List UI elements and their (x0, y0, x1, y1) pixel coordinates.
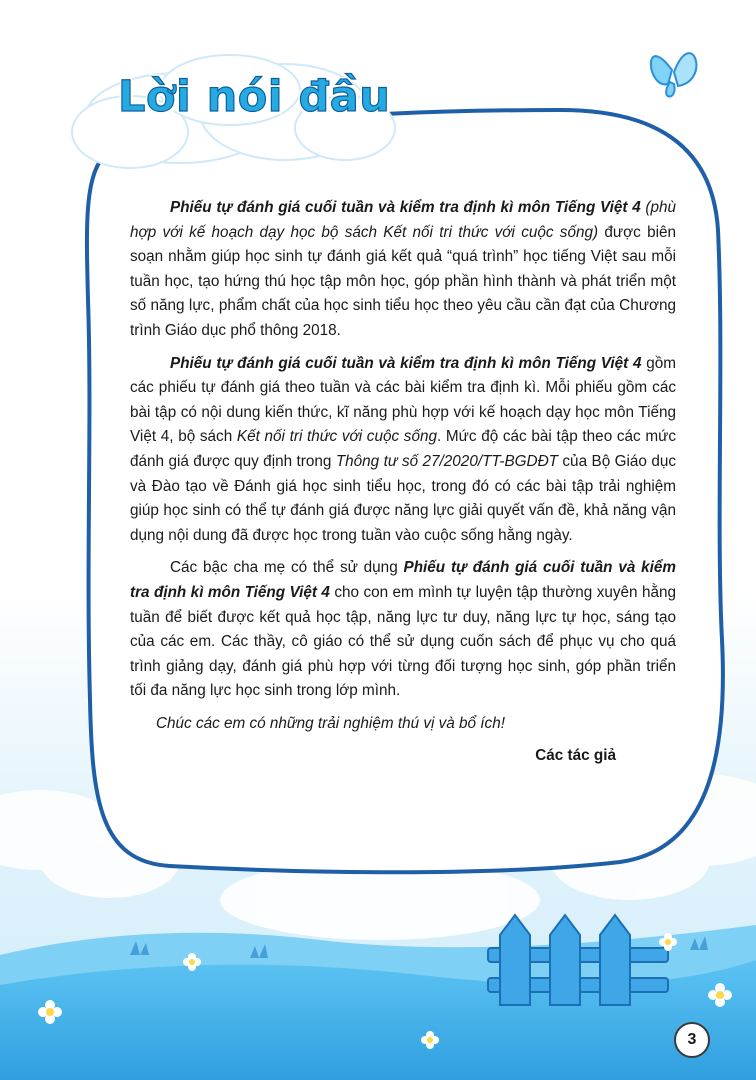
paragraph-1 (130, 196, 676, 344)
paragraph-3-text: cho con em mình tự luyện tập thường xuyên hằng tuần để biết được kết quả học tập, năng lực tư duy, năng lực tự học, sáng tạo của các em. Các thầy, cô giáo có thể sử dụng cuốn sách để phục vụ cho quá trình giảng dạy, đánh giá phù hợp với từng đối tượng học sinh, góp phần triển tối đa năng lực học sinh trong lớp mình. (130, 583, 677, 700)
paragraph-1-text: được biên soạn nhằm giúp học sinh tự đánh giá kết quả “quá trình” học tiếng Việt sau mỗi tuần học, tạo hứng thú học tập môn học, góp phần hình thành và phát triển một số năng lực, phẩm chất của học sinh tiểu học theo yêu cầu cần đạt của Chương trình Giáo dục phổ thông 2018. (130, 223, 676, 339)
preface-text (130, 196, 676, 777)
paragraph-3 (130, 556, 676, 704)
paragraph-2-text: . Mức độ các bài tập theo các mức đánh giá được quy định trong (130, 428, 676, 470)
greeting: Chúc các em có những trải nghiệm thú vị và bổ ích! (156, 714, 505, 732)
page-title: Lời nói đầu (118, 72, 391, 122)
book-title: Phiếu tự đánh giá cuối tuần và kiểm tra định kì môn Tiếng Việt 4 (170, 199, 641, 216)
page-number: 3 (674, 1022, 710, 1058)
paragraph-2 (130, 352, 676, 549)
circular-reference: Thông tư số 27/2020/TT-BGDĐT (335, 452, 558, 470)
book-title: Phiếu tự đánh giá cuối tuần và kiểm tra định kì môn Tiếng Việt 4 (130, 559, 676, 601)
paragraph-3-text: Các bậc cha mẹ có thể sử dụng (170, 559, 404, 577)
series-note: (phù hợp với kế hoạch dạy học bộ sách Kết nối tri thức với cuộc sống) (130, 199, 676, 241)
series-name: Kết nối tri thức với cuộc sống (236, 428, 437, 446)
paragraph-2-text: của Bộ Giáo dục và Đào tạo về Đánh giá học sinh tiểu học, trong đó có các bài tập trải nghiệm giúp học sinh có thể tự đánh giá được năng lực giải quyết vấn đề, khả năng vận dụng nội dung đã được học trong tuần vào cuộc sống hằng ngày. (130, 452, 677, 544)
signature: Các tác giả (535, 747, 616, 765)
book-title: Phiếu tự đánh giá cuối tuần và kiểm tra định kì môn Tiếng Việt 4 (170, 354, 642, 372)
paragraph-2-text: gồm các phiếu tự đánh giá theo tuần và các bài kiểm tra định kì. Mỗi phiếu gồm các bài tập có nội dung kiến thức, kĩ năng phù hợp với kế hoạch dạy học môn Tiếng Việt 4, bộ sách (130, 354, 677, 446)
